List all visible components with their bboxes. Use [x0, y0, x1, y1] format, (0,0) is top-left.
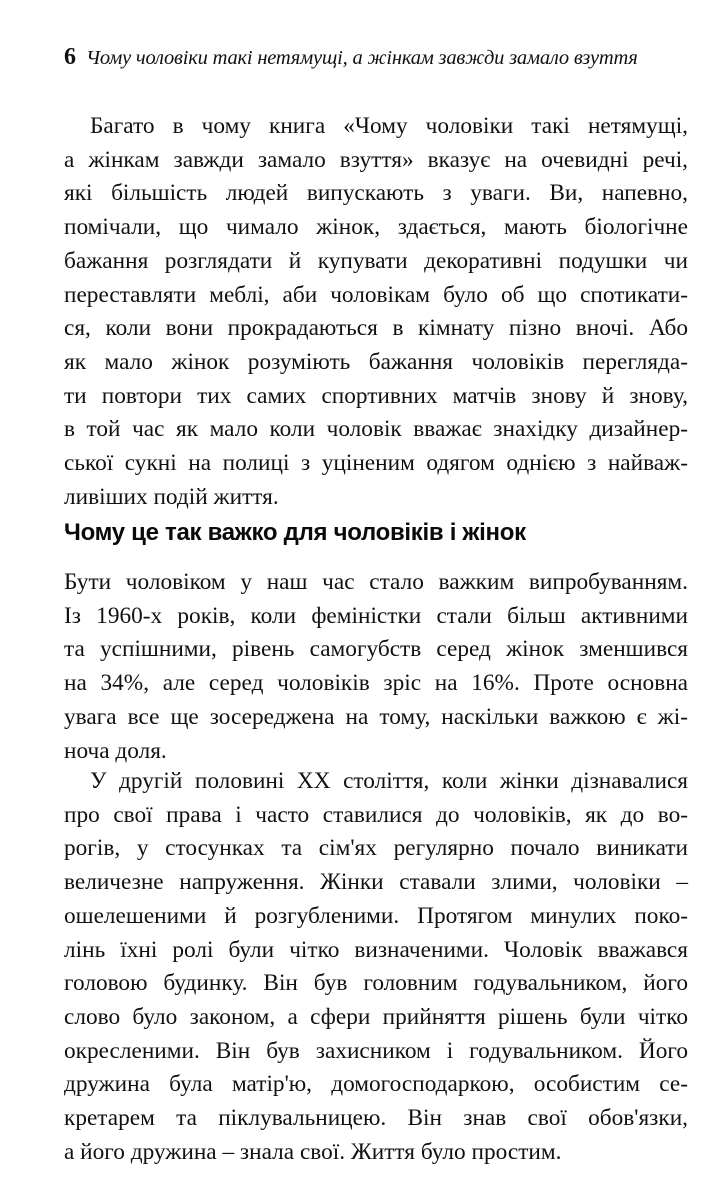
text-line: слово було законом, а сфери прийняття рішень були чітко	[64, 1003, 688, 1030]
text-line: ноча доля.	[64, 737, 167, 764]
text-line: бажання розглядати й купувати декоративні подушки чи	[64, 247, 688, 274]
text-line: в той час як мало коли чоловік вважає знахідку дизайнер-	[64, 416, 688, 443]
text-line: Багато в чому книга «Чому чоловіки такі нетямущі,	[90, 113, 688, 139]
text-line: дружина була матір'ю, домогосподаркою, особистим се-	[64, 1071, 688, 1098]
text-line: Бути чоловіком у наш час стало важким випробуванням.	[64, 569, 688, 595]
text-line: головою будинку. Він був головним годувальником, його	[64, 970, 688, 997]
text-line: а жінкам завжди замало взуття» вказує на очевидні речі,	[64, 146, 688, 173]
text-line: переставляти меблі, аби чоловікам було об що спотикати-	[64, 281, 688, 308]
text-line: величезне напруження. Жінки ставали злими, чоловіки –	[64, 869, 688, 896]
text-line: окресленими. Він був захисником і годувальником. Його	[64, 1037, 688, 1064]
text-line: які більшість людей випускають з уваги. Ви, напевно,	[64, 180, 688, 207]
text-line: Із 1960-х років, коли феміністки стали більш активними	[64, 602, 688, 629]
text-line: ти повтори тих самих спортивних матчів знову й знову,	[64, 382, 688, 409]
text-line: рогів, у стосунках та сім'ях регулярно почало виникати	[64, 835, 688, 862]
section-paragraph-2-text	[64, 765, 688, 1169]
text-line: лінь їхні ролі були чітко визначеними. Чоловік вважався	[64, 936, 688, 963]
text-line: ливіших подій життя.	[64, 483, 279, 510]
section-heading: Чому це так важко для чоловіків і жінок	[64, 519, 526, 546]
page-number: 6	[64, 44, 76, 70]
text-line: ської сукні на полиці з уціненим одягом однією з найваж-	[64, 450, 688, 477]
running-header	[64, 40, 684, 74]
text-line: та успішними, рівень самогубств серед жінок зменшився	[64, 636, 688, 663]
text-line: У другій половині XX століття, коли жінки дізнавалися	[90, 768, 688, 794]
section-paragraph-1-text	[64, 566, 688, 768]
section-paragraph-2	[64, 765, 688, 1169]
intro-paragraph	[64, 110, 688, 514]
text-line: кретарем та піклувальницею. Він знав свої обов'язки,	[64, 1105, 688, 1132]
text-line: ся, коли вони прокрадаються в кімнату пізно вночі. Або	[64, 315, 688, 342]
text-line: ошелешеними й розгубленими. Протягом минулих поко-	[64, 902, 688, 929]
text-line: як мало жінок розуміють бажання чоловіків переглядa-	[64, 348, 688, 375]
section-paragraph-1	[64, 566, 688, 768]
text-line: а його дружина – знала свої. Життя було простим.	[64, 1138, 562, 1165]
text-line: на 34%, але серед чоловіків зріс на 16%. Проте основна	[64, 670, 688, 697]
text-line: помічали, що чимало жінок, здається, мають біологічне	[64, 214, 688, 241]
text-line: увага все ще зосереджена на тому, наскільки важкою є жі-	[64, 703, 688, 730]
running-title: Чому чоловіки такі нетямущі, а жінкам завжди замало взуття	[86, 47, 638, 69]
text-line: про свої права і часто ставилися до чоловіків, як до во-	[64, 801, 688, 828]
intro-paragraph-text	[64, 110, 688, 514]
